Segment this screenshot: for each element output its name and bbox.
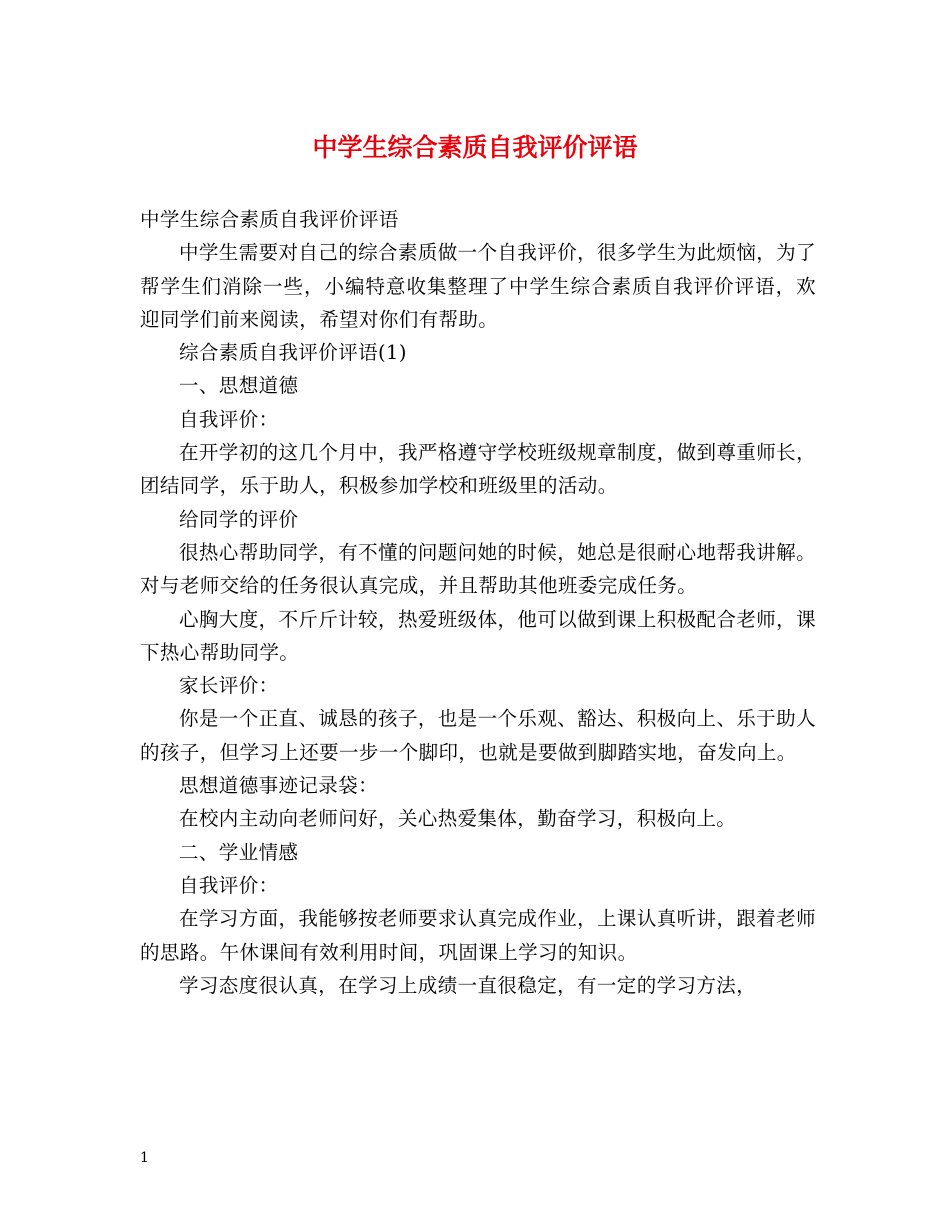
- paragraph: 学习态度很认真，在学习上成绩一直很稳定，有一定的学习方法，: [179, 973, 757, 997]
- paragraph: 给同学的评价: [179, 507, 299, 531]
- document-body: [140, 203, 816, 1002]
- paragraph: 一、思想道德: [179, 374, 299, 398]
- document-title: 中学生综合素质自我评价评语: [312, 133, 638, 162]
- paragraph: 你是一个正直、诚恳的孩子，也是一个乐观、豁达、积极向上、乐于助人的孩子，但学习上还要一步一个脚印，也就是要做到脚踏实地，奋发向上。: [140, 707, 816, 764]
- paragraph: 心胸大度，不斤斤计较，热爱班级体，他可以做到课上积极配合老师，课下热心帮助同学。: [140, 607, 816, 664]
- paragraph: 中学生需要对自己的综合素质做一个自我评价，很多学生为此烦恼，为了帮学生们消除一些，小编特意收集整理了中学生综合素质自我评价评语，欢迎同学们前来阅读，希望对你们有帮助。: [140, 241, 816, 331]
- paragraph: 家长评价：: [179, 674, 279, 698]
- paragraph: 很热心帮助同学，有不懂的问题问她的时候，她总是很耐心地帮我讲解。对与老师交给的任务很认真完成，并且帮助其他班委完成任务。: [140, 540, 816, 598]
- paragraph: 综合素质自我评价评语(1): [179, 341, 407, 365]
- paragraph: 二、学业情感: [179, 840, 299, 864]
- paragraph: 在开学初的这几个月中，我严格遵守学校班级规章制度，做到尊重师长，团结同学，乐于助人，积极参加学校和班级里的活动。: [140, 441, 816, 498]
- paragraph: 自我评价：: [179, 407, 279, 431]
- paragraph: 在学习方面，我能够按老师要求认真完成作业，上课认真听讲，跟着老师的思路。午休课间有效利用时间，巩固课上学习的知识。: [140, 907, 816, 964]
- paragraph: 在校内主动向老师问好，关心热爱集体，勤奋学习，积极向上。: [179, 807, 737, 831]
- paragraph: 自我评价：: [179, 873, 279, 897]
- paragraph: 思想道德事迹记录袋：: [179, 774, 379, 798]
- paragraph-heading: 中学生综合素质自我评价评语: [140, 208, 399, 231]
- page-number: 1: [140, 1150, 149, 1166]
